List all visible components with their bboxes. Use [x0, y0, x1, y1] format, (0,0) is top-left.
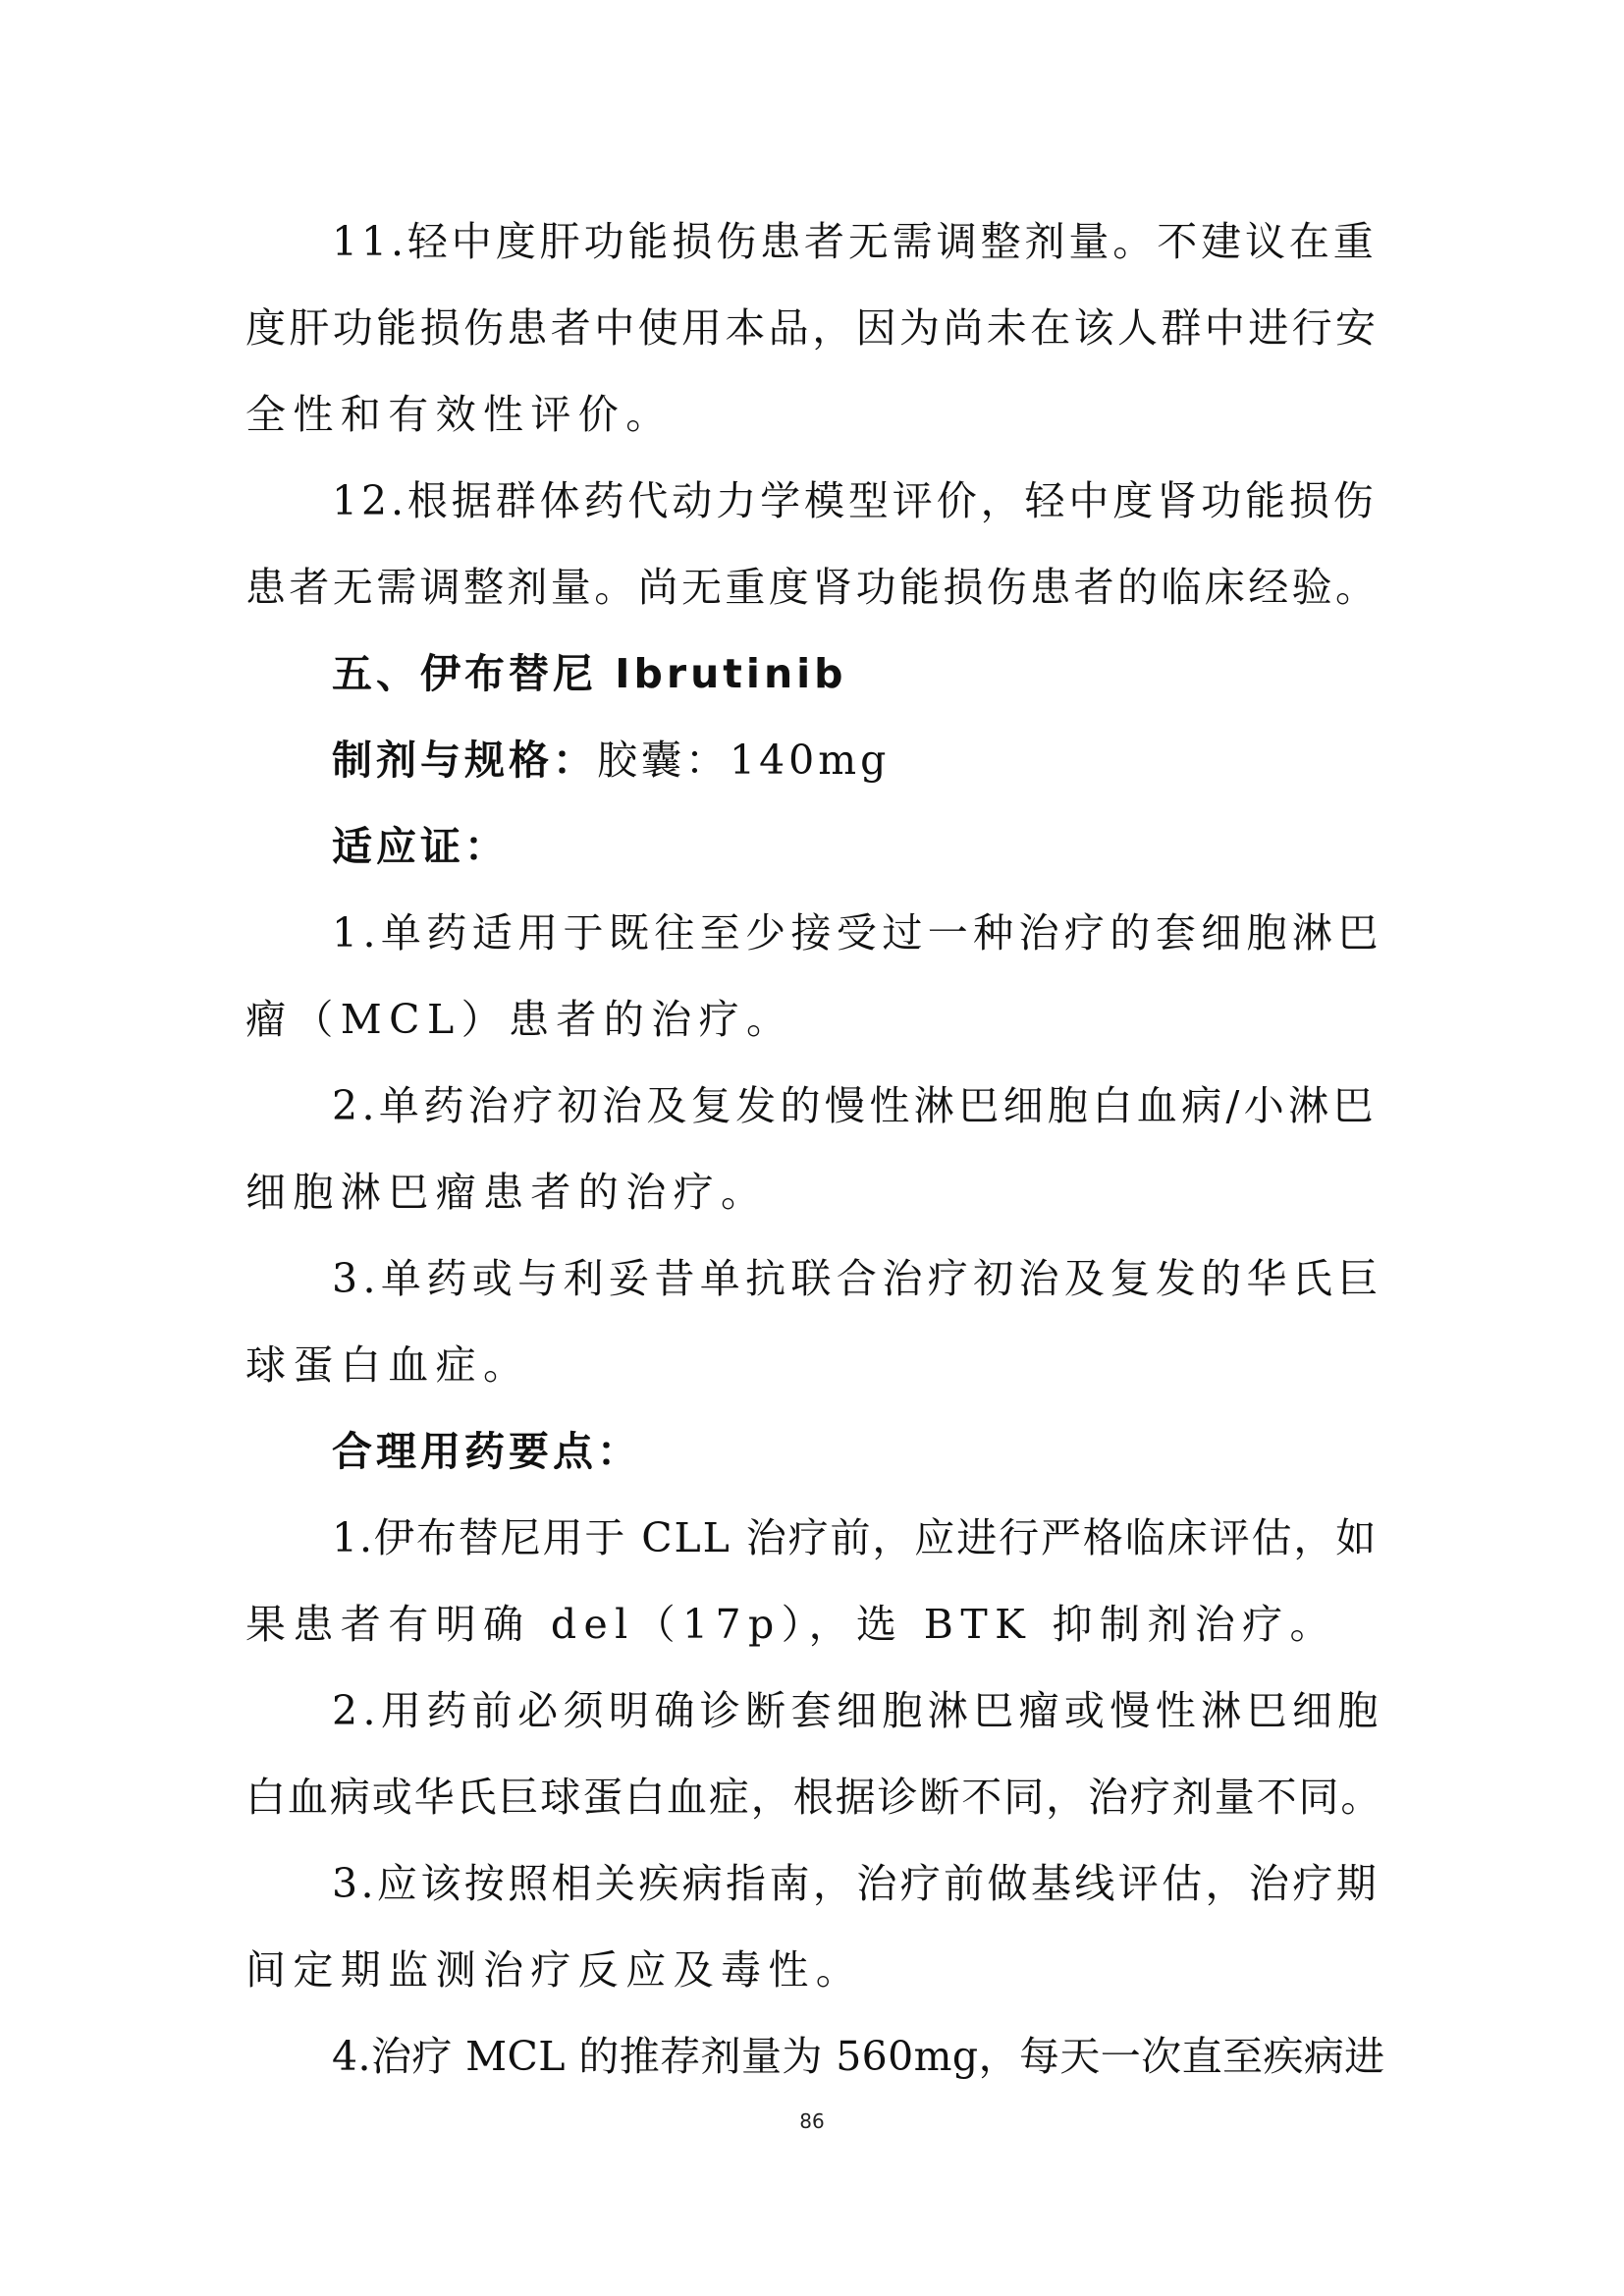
- indication-1-line-1: 1.单药适用于既往至少接受过一种治疗的套细胞淋巴: [332, 909, 1383, 957]
- paragraph-12-line-2: 患者无需调整剂量。尚无重度肾功能损伤患者的临床经验。: [245, 564, 1380, 611]
- paragraph-12-line-1: 12.根据群体药代动力学模型评价，轻中度肾功能损伤: [332, 477, 1378, 524]
- key-point-1-line-1: 1.伊布替尼用于 CLL 治疗前，应进行严格临床评估，如: [332, 1514, 1379, 1561]
- key-point-2-line-1: 2.用药前必须明确诊断套细胞淋巴瘤或慢性淋巴细胞: [332, 1687, 1383, 1734]
- page-number: 86: [799, 2109, 825, 2133]
- formulation-value: 胶囊：140mg: [597, 737, 891, 784]
- key-point-3-line-2: 间定期监测治疗反应及毒性。: [245, 1946, 864, 1994]
- indication-2-line-2: 细胞淋巴瘤患者的治疗。: [245, 1169, 769, 1216]
- key-point-2-line-2: 白血病或华氏巨球蛋白血症，根据诊断不同，治疗剂量不同。: [245, 1774, 1383, 1821]
- formulation-label: 制剂与规格：: [332, 737, 597, 784]
- paragraph-11-line-2: 度肝功能损伤患者中使用本品，因为尚未在该人群中进行安: [245, 304, 1380, 352]
- indication-3-line-1: 3.单药或与利妥昔单抗联合治疗初治及复发的华氏巨: [332, 1255, 1383, 1302]
- paragraph-11-line-3: 全性和有效性评价。: [245, 391, 674, 438]
- indication-2-line-1: 2.单药治疗初治及复发的慢性淋巴细胞白血病/小淋巴: [332, 1082, 1378, 1129]
- paragraph-11-line-1: 11.轻中度肝功能损伤患者无需调整剂量。不建议在重: [332, 218, 1378, 265]
- section-heading: 五、伊布替尼 Ibrutinib: [332, 650, 847, 697]
- indications-heading: 适应证：: [332, 823, 509, 870]
- formulation-line: [332, 731, 1384, 790]
- key-point-1-line-2: 果患者有明确 del（17p），选 BTK 抑制剂治疗。: [245, 1601, 1337, 1648]
- key-points-heading: 合理用药要点：: [332, 1428, 641, 1475]
- key-point-3-line-1: 3.应该按照相关疾病指南，治疗前做基线评估，治疗期: [332, 1860, 1380, 1907]
- indication-1-line-2: 瘤（MCL）患者的治疗。: [245, 996, 794, 1043]
- indication-3-line-2: 球蛋白血症。: [245, 1341, 531, 1389]
- key-point-4-line-1: 4.治疗 MCL 的推荐剂量为 560mg，每天一次直至疾病进: [332, 2033, 1385, 2080]
